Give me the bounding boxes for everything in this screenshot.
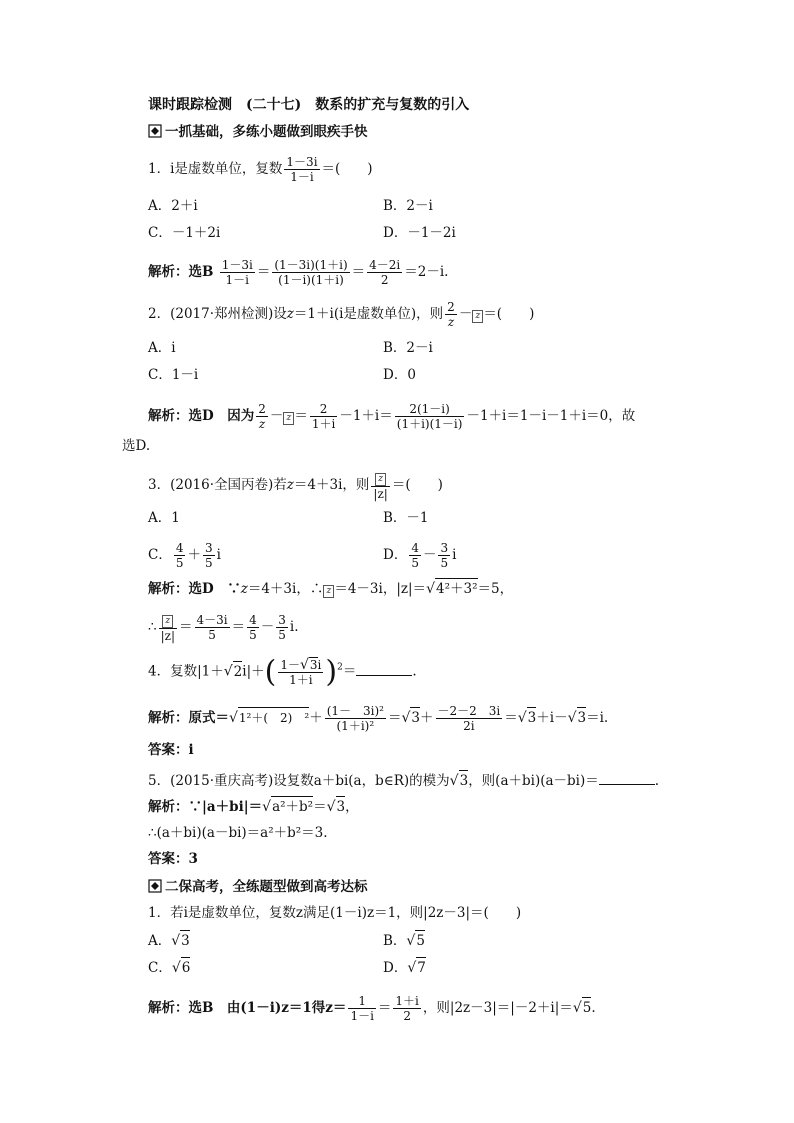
q3-solution-line2: ∴ $\frac{z}{|z|}$ ＝ $\frac{4-3i}{5}$ ＝ $\frac{4}{5}$ － $\frac{3}{5}$ i. <box>148 613 299 643</box>
q2-solution-line2: 选D. <box>122 438 151 454</box>
p2q1-option-a: A．√3 <box>148 930 190 951</box>
page-title: 课时跟踪检测 (二十七) 数系的扩充与复数的引入 <box>148 97 470 113</box>
q2-option-c: C．1－i <box>148 367 199 383</box>
question-1-stem: 1．i是虚数单位，复数 $\frac{1-3i}{1-i}$ ＝( ) <box>148 155 373 184</box>
q4-answer: 答案：i <box>148 742 194 758</box>
z-conjugate-symbol: z <box>472 310 483 323</box>
q5-solution: 解析：∵|a＋bi|＝√a²＋b²＝√3， <box>148 796 359 817</box>
question-5-stem: 5．(2015·重庆高考)设复数a＋bi(a，b∈R)的模为√3，则(a＋bi)(a－bi)＝ . <box>148 770 659 791</box>
q5-solution-line2: ∴(a＋bi)(a－bi)＝a²＋b²＝3. <box>148 825 328 841</box>
answer-blank <box>599 772 655 785</box>
q2-option-d: D．0 <box>383 367 416 383</box>
fraction: $\frac{1-3i}{1-i}$ <box>286 155 318 184</box>
q1-option-d: D．－1－2i <box>383 225 456 241</box>
answer-blank <box>356 663 412 676</box>
section-marker-icon <box>148 124 162 138</box>
q1-option-a: A．2＋i <box>148 198 198 214</box>
section-marker-icon <box>148 879 162 893</box>
q2-option-b: B．2－i <box>383 340 433 356</box>
q3-solution: 解析：选D ∵z＝4＋3i，∴ z ＝4－3i，|z|＝√4²＋3²＝5， <box>148 578 513 599</box>
q4-solution: 解析：原式＝√1²＋( 2) ²＋ $\frac{\text{(1－ 3i)²}}{\text{(1＋i)²}}$ ＝√3＋ $\frac{-2-2 3i}{2i}$ ＝√3＋i－√3＝i. <box>148 704 609 733</box>
q1-option-b: B．2－i <box>383 198 433 214</box>
q3-option-a: A．1 <box>148 510 180 526</box>
section-heading-2: 二保高考，全练题型做到高考达标 <box>148 877 368 897</box>
section-heading-1: 一抓基础，多练小题做到眼疾手快 <box>148 122 368 142</box>
q5-answer: 答案：3 <box>148 851 198 867</box>
question-4-stem: 4．复数|1＋√2i|＋( $\frac{1-√3i}{1+i}$ )$^2$＝ . <box>148 654 417 690</box>
q2-option-a: A．i <box>148 340 176 356</box>
p2q1-option-d: D．√7 <box>383 957 426 978</box>
p2-question-1-stem: 1．若i是虚数单位，复数z满足(1－i)z＝1，则|2z－3|＝( ) <box>148 905 522 921</box>
q2-solution: 解析：选D 因为 $\frac{2}{z}$ － z ＝ $\frac{2}{1+i}$ －1＋i＝ $\frac{2(1-i)}{(1+i)(1-i)}$ －1＋i＝1－i－1＋i＝0，故 <box>148 402 636 431</box>
q3-option-c: C． $\frac{4}{5}$ ＋ $\frac{3}{5}$ i <box>148 541 221 570</box>
p2q1-solution: 解析：选B 由(1－i)z＝1得z＝ $\frac{1}{1-i}$ ＝ $\frac{1+i}{2}$ ，则|2z－3|＝|－2＋i|＝√5. <box>148 994 596 1023</box>
question-3-stem: 3．(2016·全国丙卷)若z＝4＋3i，则 $\frac{z}{|z|}$ ＝( ) <box>148 470 443 501</box>
q1-option-c: C．－1＋2i <box>148 225 221 241</box>
q3-option-d: D． $\frac{4}{5}$ － $\frac{3}{5}$ i <box>383 541 457 570</box>
question-2-stem: 2．(2017·郑州检测)设z＝1＋i(i是虚数单位)，则 $\frac{2}{z}$ － z ＝( ) <box>148 300 535 329</box>
q1-solution: 解析：选B $\frac{1-3i}{1-i}$ ＝ $\frac{(1-3i)(1+i)}{(1-i)(1+i)}$ ＝ $\frac{4-2i}{2}$ ＝2－i. <box>148 258 449 287</box>
p2q1-option-c: C．√6 <box>148 957 190 978</box>
p2q1-option-b: B．√5 <box>383 930 425 951</box>
q3-option-b: B．－1 <box>383 510 429 526</box>
